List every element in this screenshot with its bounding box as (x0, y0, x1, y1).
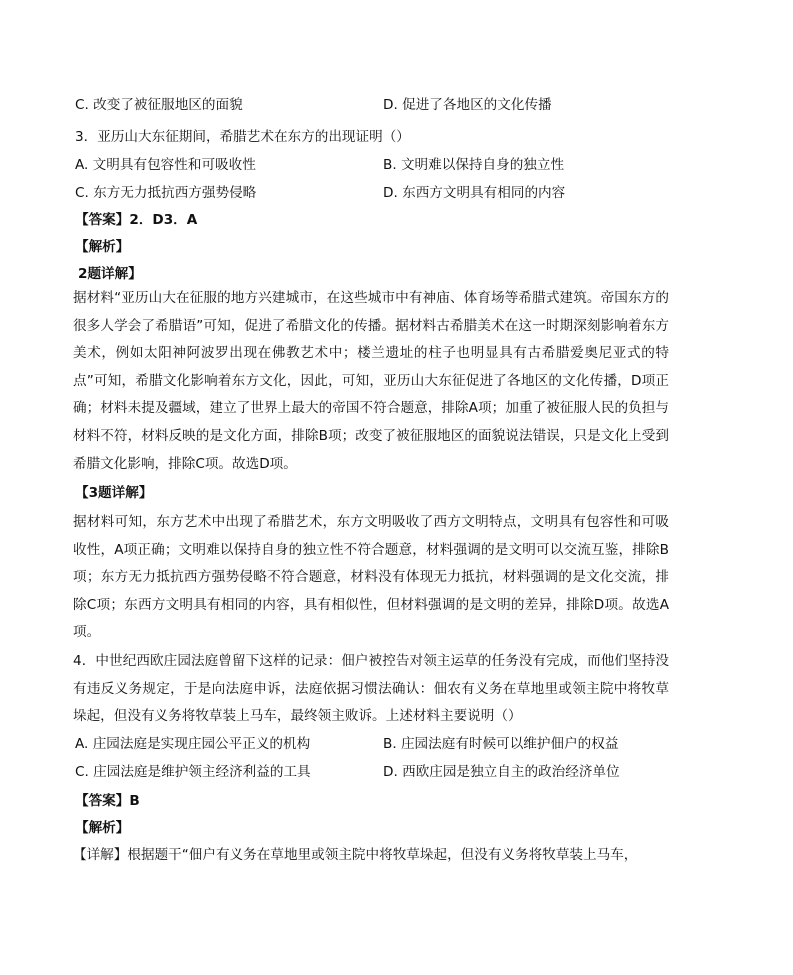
q4-stem: 4．中世纪西欧庄园法庭曾留下这样的记录：佃户被控告对领主运草的任务没有完成，而他们坚持没有违反义务规定，于是向法庭申诉，法庭依据习惯法确认：佃农有义务在草地里或领主院中将牧草垛起，但没有义务将牧草装上马车，最终领主败诉。上述材料主要说明（） (73, 653, 669, 725)
q3-option-a: A. 文明具有包容性和可吸收性 (75, 157, 256, 173)
q1-option-c: C. 改变了被征服地区的面貌 (75, 97, 243, 113)
q3-option-c: C. 东方无力抵抗西方强势侵略 (75, 185, 257, 201)
q3-option-b: B. 文明难以保持自身的独立性 (383, 157, 565, 173)
q2-detail-text: 据材料“亚历山大在征服的地方兴建城市，在这些城市中有神庙、体育场等希腊式建筑。帝国东方的很多人学会了希腊语”可知，促进了希腊文化的传播。据材料古希腊美术在这一时期深刻影响着东方美术，例如太阳神阿波罗出现在佛教艺术中；楼兰遗址的柱子也明显具有古希腊爱奥尼亚式的特点”可知，希腊文化影响着东方文化，因此，可知，亚历山大东征促进了各地区的文化传播，D项正确；材料未提及疆域，建立了世界上最大的帝国不符合题意，排除A项；加重了被征服人民的负担与材料不符，材料反映的是文化方面，排除B项；改变了被征服地区的面貌说法错误，只是文化上受到希腊文化影响，排除C项。故选D项。 (73, 290, 669, 472)
q4-option-d: D. 西欧庄园是独立自主的政治经济单位 (383, 764, 620, 780)
answer-label-1: 【答案】2．D3．A (75, 212, 198, 228)
analysis-label-1: 【解析】 (75, 239, 130, 255)
q3-detail-label: 【3题详解】 (75, 485, 153, 501)
q3-stem: 3．亚历山大东征期间，希腊艺术在东方的出现证明（） (75, 129, 410, 145)
analysis-label-2: 【解析】 (75, 820, 130, 836)
q4-option-b: B. 庄园法庭有时候可以维护佃户的权益 (383, 736, 619, 752)
q4-detail-text: 【详解】根据题干“佃户有义务在草地里或领主院中将牧草垛起，但没有义务将牧草装上马车， (73, 847, 638, 863)
answer-label-2: 【答案】B (75, 793, 140, 809)
q4-option-a: A. 庄园法庭是实现庄园公平正义的机构 (75, 736, 311, 752)
q3-option-d: D. 东西方文明具有相同的内容 (383, 185, 566, 201)
q1-option-d: D. 促进了各地区的文化传播 (383, 97, 552, 113)
q3-detail-text: 据材料可知，东方艺术中出现了希腊艺术，东方文明吸收了西方文明特点，文明具有包容性和可吸收性，A项正确；文明难以保持自身的独立性不符合题意，材料强调的是文明可以交流互鉴，排除B项；东方无力抵抗西方强势侵略不符合题意，材料没有体现无力抵抗，材料强调的是文化交流，排除C项；东西方文明具有相同的内容，具有相似性，但材料强调的是文明的差异，排除D项。故选A项。 (73, 514, 669, 641)
q4-option-c: C. 庄园法庭是维护领主经济利益的工具 (75, 764, 311, 780)
q2-detail-label: 2题详解】 (78, 266, 142, 282)
